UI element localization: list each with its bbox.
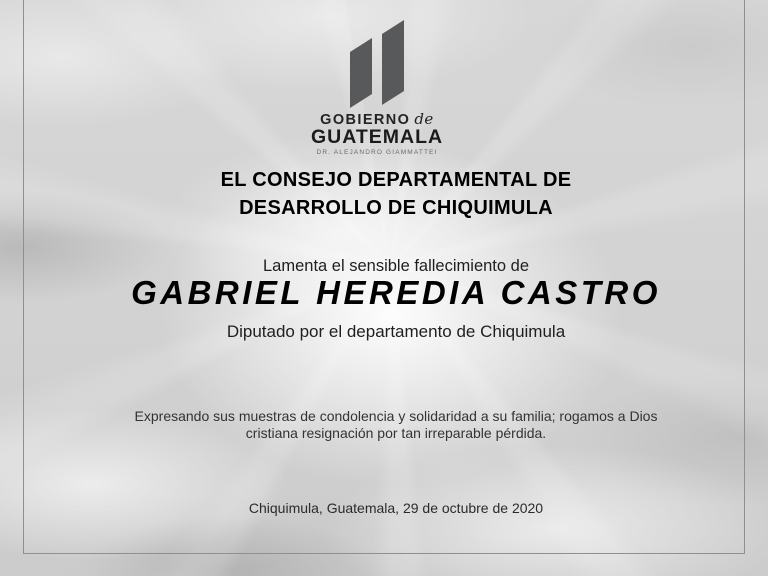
logo-bar-left xyxy=(350,38,372,108)
place-date-line: Chiquimula, Guatemala, 29 de octubre de 2020 xyxy=(248,500,544,516)
logo-de-script-text: de xyxy=(414,110,434,128)
government-logo-wordmark xyxy=(227,111,527,156)
logo-president-caption: DR. ALEJANDRO GIAMMATTEI xyxy=(316,149,438,156)
condolence-paragraph xyxy=(12,408,768,441)
condolence-line2: cristiana resignación por tan irreparable pérdida. xyxy=(245,424,547,441)
logo-guatemala-text: GUATEMALA xyxy=(310,126,444,148)
deceased-title: Diputado por el departamento de Chiquimula xyxy=(226,322,566,341)
council-heading-line2: DESARROLLO DE CHIQUIMULA xyxy=(239,197,553,219)
logo-bar-right xyxy=(382,20,404,105)
deceased-name: GABRIEL HEREDIA CASTRO xyxy=(131,274,661,311)
council-heading xyxy=(12,166,768,222)
intro-line: Lamenta el sensible fallecimiento de xyxy=(263,257,529,275)
condolence-line1: Expresando sus muestras de condolencia y solidaridad a su familia; rogamos a Dios xyxy=(134,408,658,424)
government-logo-bars-icon xyxy=(346,19,408,109)
council-heading-line1: EL CONSEJO DEPARTAMENTAL DE xyxy=(220,169,572,191)
logo-gobierno-text: GOBIERNO xyxy=(320,112,411,128)
